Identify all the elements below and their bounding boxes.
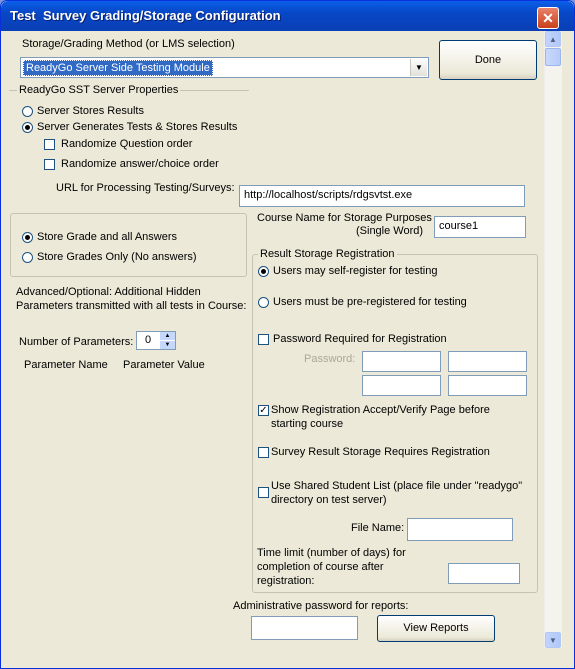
scroll-thumb[interactable] bbox=[545, 48, 561, 66]
window-title: Test Survey Grading/Storage Configuration bbox=[10, 8, 281, 23]
store-grades-only-label: Store Grades Only (No answers) bbox=[37, 251, 197, 263]
store-grade-all-label: Store Grade and all Answers bbox=[37, 231, 178, 243]
params-intro-line2: Parameters transmitted with all tests in Course: bbox=[16, 300, 247, 312]
password-required-checkbox[interactable] bbox=[258, 334, 269, 345]
show-registration-page-label-line2: starting course bbox=[271, 418, 344, 430]
admin-password-input[interactable] bbox=[251, 616, 358, 640]
url-input[interactable] bbox=[239, 185, 525, 207]
server-stores-label: Server Stores Results bbox=[37, 105, 144, 117]
time-limit-label-line3: registration: bbox=[257, 575, 315, 587]
file-name-input[interactable] bbox=[407, 518, 513, 541]
view-reports-button[interactable]: View Reports bbox=[377, 615, 495, 642]
password-field-1[interactable] bbox=[362, 351, 441, 372]
server-stores-radio[interactable] bbox=[22, 106, 33, 117]
time-limit-label-line1: Time limit (number of days) for bbox=[257, 547, 406, 559]
storage-method-select[interactable] bbox=[20, 57, 429, 78]
self-register-label: Users may self-register for testing bbox=[273, 265, 438, 277]
title-bar[interactable] bbox=[1, 1, 574, 31]
password-field-4[interactable] bbox=[448, 375, 527, 396]
close-button[interactable]: ✕ bbox=[537, 7, 559, 29]
survey-requires-registration-checkbox[interactable] bbox=[258, 447, 269, 458]
password-field-3[interactable] bbox=[362, 375, 441, 396]
params-intro-line1: Advanced/Optional: Additional Hidden bbox=[16, 286, 201, 298]
randomize-question-label: Randomize Question order bbox=[61, 138, 193, 150]
scroll-down-icon[interactable]: ▼ bbox=[545, 632, 561, 648]
course-name-value: course1 bbox=[439, 220, 479, 232]
spin-up-icon[interactable]: ▲ bbox=[160, 332, 175, 340]
spin-down-icon[interactable]: ▼ bbox=[160, 341, 175, 349]
show-registration-page-label: Show Registration Accept/Verify Page before bbox=[271, 404, 490, 416]
pre-registered-radio[interactable] bbox=[258, 297, 269, 308]
sst-group-title: ReadyGo SST Server Properties bbox=[19, 84, 179, 96]
course-name-label: Course Name for Storage Purposes bbox=[257, 212, 432, 224]
time-limit-input[interactable] bbox=[448, 563, 520, 584]
store-grade-all-radio[interactable] bbox=[22, 232, 33, 243]
shared-student-list-label-line2: directory on test server) bbox=[271, 494, 387, 506]
server-generates-radio[interactable] bbox=[22, 122, 33, 133]
number-of-parameters-label: Number of Parameters: bbox=[19, 336, 134, 348]
storage-method-selected: ReadyGo Server Side Testing Module bbox=[23, 60, 213, 76]
url-label: URL for Processing Testing/Surveys: bbox=[56, 182, 235, 194]
survey-requires-registration-label: Survey Result Storage Requires Registration bbox=[271, 446, 490, 458]
shared-student-list-checkbox[interactable] bbox=[258, 487, 269, 498]
scroll-up-icon[interactable]: ▲ bbox=[545, 31, 561, 47]
parameter-value-header: Parameter Value bbox=[123, 359, 205, 371]
time-limit-label-line2: completion of course after bbox=[257, 561, 384, 573]
password-field-2[interactable] bbox=[448, 351, 527, 372]
server-generates-label: Server Generates Tests & Stores Results bbox=[37, 121, 238, 133]
file-name-label: File Name: bbox=[351, 522, 405, 534]
self-register-radio[interactable] bbox=[258, 266, 269, 277]
check-mark-icon: ✓ bbox=[259, 405, 268, 416]
parameter-name-header: Parameter Name bbox=[24, 359, 108, 371]
password-label: Password: bbox=[304, 353, 356, 365]
randomize-answer-label: Randomize answer/choice order bbox=[61, 158, 219, 170]
course-name-sublabel: (Single Word) bbox=[356, 225, 424, 237]
grade-storage-group bbox=[10, 213, 247, 277]
storage-method-label: Storage/Grading Method (or LMS selection) bbox=[22, 38, 235, 50]
admin-password-label: Administrative password for reports: bbox=[233, 600, 409, 612]
store-grades-only-radio[interactable] bbox=[22, 252, 33, 263]
url-value: http://localhost/scripts/rdgsvtst.exe bbox=[244, 189, 413, 201]
pre-registered-label: Users must be pre-registered for testing bbox=[273, 296, 467, 308]
registration-group-title: Result Storage Registration bbox=[260, 248, 395, 260]
number-of-parameters-spinner[interactable] bbox=[136, 331, 176, 350]
password-required-label: Password Required for Registration bbox=[273, 333, 447, 345]
number-of-parameters-value: 0 bbox=[145, 334, 152, 346]
randomize-answer-checkbox[interactable] bbox=[44, 159, 55, 170]
vertical-scrollbar[interactable] bbox=[544, 31, 562, 648]
show-registration-page-checkbox[interactable] bbox=[258, 405, 269, 416]
shared-student-list-label: Use Shared Student List (place file under "readygo" bbox=[271, 480, 523, 492]
done-button[interactable]: Done bbox=[439, 40, 537, 80]
randomize-question-checkbox[interactable] bbox=[44, 139, 55, 150]
form-area bbox=[5, 31, 544, 664]
course-name-input[interactable] bbox=[434, 216, 526, 238]
chevron-down-icon[interactable]: ▼ bbox=[410, 59, 427, 76]
